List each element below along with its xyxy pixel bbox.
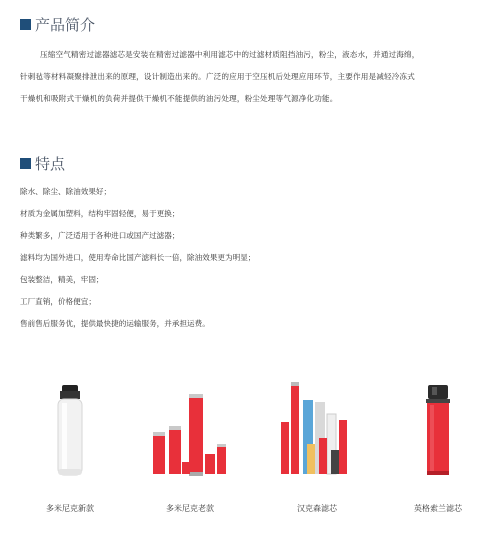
red-filter-group-icon <box>145 390 235 480</box>
intro-title: 产品简介 <box>35 16 96 34</box>
multicolor-filter-group-icon <box>277 380 357 480</box>
intro-line: 压缩空气精密过滤器滤芯是安装在精密过滤器中利用滤芯中的过滤材质阻挡油污，粉尘，液态水，并通过海绵， <box>40 50 420 59</box>
product-image-red-filter-group[interactable] <box>135 380 245 480</box>
product-caption: 多米尼克新款 <box>46 504 94 513</box>
intro-paragraph <box>20 44 484 110</box>
feature-item: 售前售后服务优，提供最快捷的运输服务，并承担运费。 <box>20 319 210 328</box>
feature-item: 工厂直销，价格便宜； <box>20 297 96 306</box>
intro-section-title <box>20 14 95 35</box>
title-square-icon <box>20 19 31 30</box>
feature-item: 滤料均为国外进口，使用寿命比国产滤料长一倍，除油效果更为明显； <box>20 253 256 262</box>
feature-item: 包装整洁，精美，牢固； <box>20 275 104 284</box>
title-square-icon <box>20 158 31 169</box>
feature-item: 种类繁多，广泛适用于各种进口或国产过滤器； <box>20 231 180 240</box>
intro-line: 针刺毡等材料凝聚排泄出来的原理，设计制造出来的。广泛的应用于空压机后处理应用环节，主要作用是减轻冷冻式 <box>20 72 415 81</box>
features-title: 特点 <box>35 155 66 173</box>
white-filter-element-icon <box>50 385 90 480</box>
intro-line: 干燥机和吸附式干燥机的负荷并提供干燥机不能提供的油污处理，粉尘处理等气源净化功能。 <box>20 94 338 103</box>
product-image-multicolor-filter-group[interactable] <box>262 380 372 480</box>
product-caption: 英格索兰滤芯 <box>414 504 462 513</box>
feature-item: 材质为金属加塑料，结构牢固轻便，易于更换； <box>20 209 180 218</box>
product-image-white-filter[interactable] <box>15 380 125 480</box>
red-filter-black-cap-icon <box>418 385 458 480</box>
product-image-red-filter-black-cap[interactable] <box>383 380 493 480</box>
product-caption: 多米尼克老款 <box>166 504 214 513</box>
feature-item: 除水、除尘、除油效果好； <box>20 187 112 196</box>
features-section-title <box>20 153 65 174</box>
product-caption: 汉克森滤芯 <box>297 504 337 513</box>
